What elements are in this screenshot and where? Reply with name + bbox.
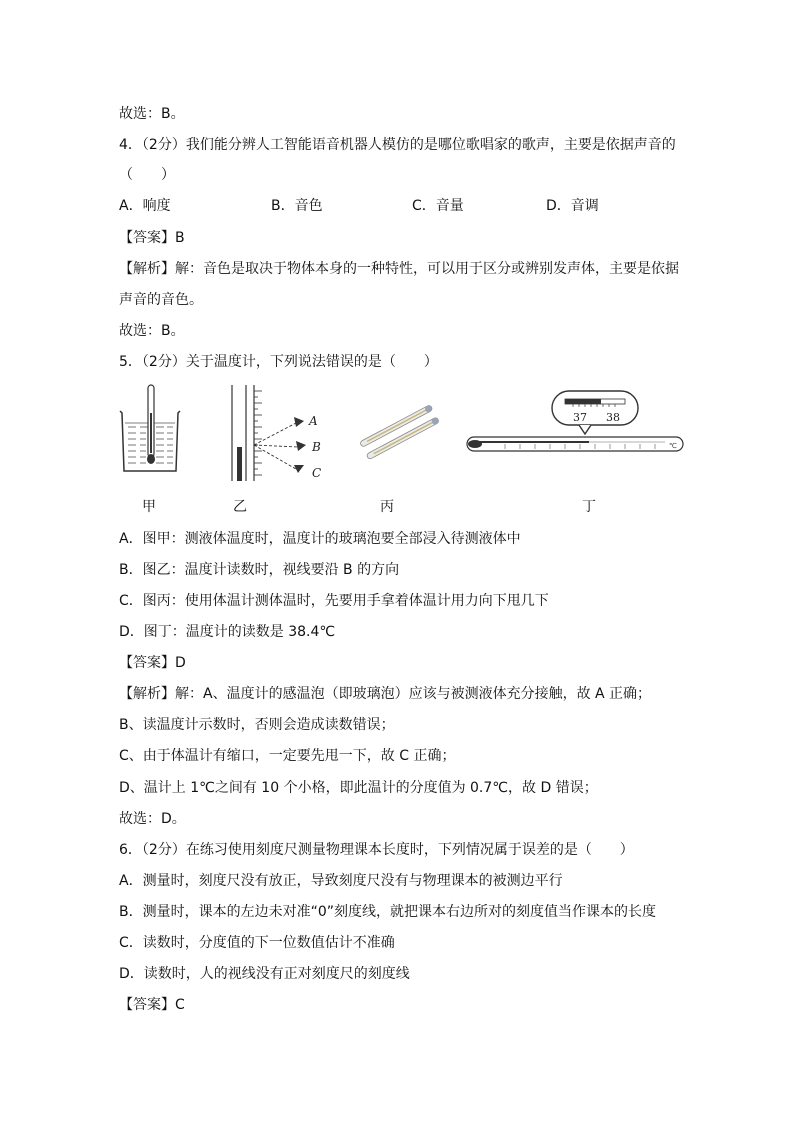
view-label-b: B [312, 440, 321, 454]
zoom-label-37: 37 [573, 411, 587, 424]
q5-analysis-c: C、由于体温计有缩口，一定要先甩一下，故 C 正确； [119, 748, 456, 764]
question-4-stem: 4．（2分）我们能分辨人工智能语音机器人模仿的是哪位歌唱家的歌声，主要是依据声音的 [119, 137, 676, 153]
figure-caption-jia: 甲 [142, 499, 156, 515]
q6-option-c: C．读数时，分度值的下一位数值估计不准确 [119, 935, 395, 951]
q4-option-c: C．音量 [412, 198, 464, 214]
viewing-angle-figure [222, 383, 332, 483]
q5-answer: 【答案】D [119, 655, 186, 671]
q4-option-d: D．音调 [546, 198, 599, 214]
zoom-label-38: 38 [606, 411, 620, 424]
q6-option-d: D．读数时，人的视线没有正对刻度尺的刻度线 [119, 966, 410, 982]
zoomed-thermometer-figure [465, 387, 687, 457]
beaker-thermometer-figure [116, 383, 186, 475]
q6-answer: 【答案】C [119, 997, 185, 1013]
clinical-thermometer-figure [355, 398, 445, 468]
q4-option-b: B．音色 [271, 198, 323, 214]
figure-caption-yi: 乙 [233, 499, 247, 515]
q4-option-a: A．响度 [119, 198, 171, 214]
q6-option-b: B．测量时，课本的左边未对准“0”刻度线，就把课本右边所对的刻度值当作课本的长度 [119, 904, 657, 920]
q5-option-a: A．图甲：测液体温度时，温度计的玻璃泡要全部浸入待测液体中 [119, 531, 521, 547]
figure-caption-ding: 丁 [582, 499, 596, 515]
question-4-bracket: （ ） [119, 167, 175, 183]
q5-analysis-d: D、温计上 1℃之间有 10 个小格，即此温计的分度值为 0.7℃，故 D 错误； [119, 780, 598, 796]
view-label-a: A [309, 414, 318, 428]
view-label-c: C [312, 466, 322, 480]
q5-choice: 故选：D。 [119, 811, 186, 827]
q4-answer: 【答案】B [119, 230, 185, 246]
figure-caption-bing: 丙 [380, 499, 394, 515]
q5-analysis: 【解析】解：A、温度计的感温泡（即玻璃泡）应该与被测液体充分接触，故 A 正确； [119, 686, 652, 702]
question-6-stem: 6．（2分）在练习使用刻度尺测量物理课本长度时，下列情况属于误差的是（ ） [119, 842, 634, 858]
q4-analysis-cont: 声音的音色。 [119, 292, 203, 308]
q5-option-c: C．图丙：使用体温计测体温时，先要用手拿着体温计用力向下甩几下 [119, 593, 549, 609]
q4-analysis: 【解析】解：音色是取决于物体本身的一种特性，可以用于区分或辨别发声体，主要是依据 [119, 261, 679, 277]
q4-choice: 故选：B。 [119, 323, 185, 339]
question-5-stem: 5．（2分）关于温度计，下列说法错误的是（ ） [119, 354, 438, 370]
unit-label: ℃ [669, 442, 677, 450]
q5-option-b: B．图乙：温度计读数时，视线要沿 B 的方向 [119, 562, 400, 578]
answer-choice-line: 故选：B。 [119, 106, 185, 122]
q6-option-a: A．测量时，刻度尺没有放正，导致刻度尺没有与物理课本的被测边平行 [119, 873, 563, 889]
q5-option-d: D．图丁：温度计的读数是 38.4℃ [119, 624, 336, 640]
q5-analysis-b: B、读温度计示数时，否则会造成读数错误； [119, 717, 395, 733]
